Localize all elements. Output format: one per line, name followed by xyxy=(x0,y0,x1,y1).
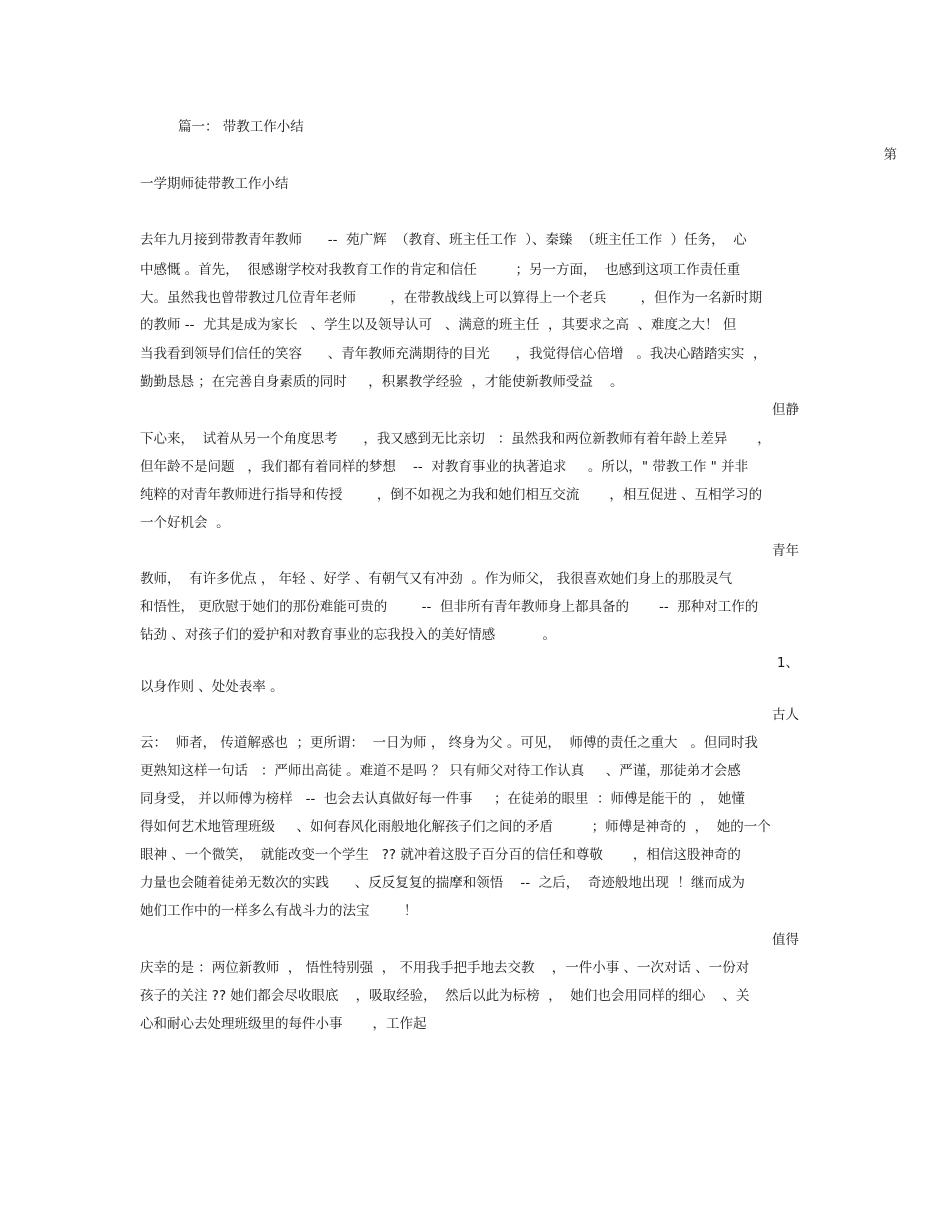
paragraph-line: 中感慨 。首先， 很感谢学校对我教育工作的肯定和信任 ；另一方面， 也感到这项工作责任重 xyxy=(140,262,741,278)
paragraph-line: 大。虽然我也曾带教过几位青年老师 ，在带教战线上可以算得上一个老兵 ，但作为一名新时期 xyxy=(140,290,763,306)
paragraph-line: 下心来， 试着从另一个角度思考 ，我又感到无比亲切 ：虽然我和两位新教师有着年龄上差异 ， xyxy=(140,431,771,447)
paragraph-line: 去年九月接到带教青年教师 -- 苑广辉 （教育、班主任工作 ）、秦臻 （班主任工作 ）任务， 心 xyxy=(140,232,747,248)
section-number: 1、 xyxy=(776,655,799,671)
paragraph-line: 但年龄不是问题 ，我们都有着同样的梦想 -- 对教育事业的执著追求 。所以，" 带教工作 " 并非 xyxy=(140,459,749,475)
paragraph-start: 但静 xyxy=(772,402,799,418)
paragraph-line: 同身受， 并以师傅为榜样 -- 也会去认真做好每一件事 ；在徒弟的眼里 ：师傅是能干的 ， 她懂 xyxy=(140,791,745,807)
heading-end: 一学期师徒带教工作小结 xyxy=(140,176,289,192)
paragraph-line: 她们工作中的一样多么有战斗力的法宝 ！ xyxy=(140,903,418,919)
paragraph-start: 值得 xyxy=(772,932,799,948)
paragraph-line: 得如何艺术地管理班级 、如何春风化雨般地化解孩子们之间的矛盾 ；师傅是神奇的 ， 她的一个 xyxy=(140,819,771,835)
paragraph-line: 纯粹的对青年教师进行指导和传授 ，倒不如视之为我和她们相互交流 ，相互促进 、互相学习的 xyxy=(140,487,763,503)
paragraph-line: 勤勤恳恳 ；在完善自身素质的同时 ，积累教学经验 ，才能使新教师受益 。 xyxy=(140,374,624,390)
paragraph-start: 青年 xyxy=(772,543,799,559)
paragraph-line: 和悟性， 更欣慰于她们的那份难能可贵的 -- 但非所有青年教师身上都具备的 -- 那种对工作的 xyxy=(140,599,759,615)
heading-start: 第 xyxy=(883,147,897,163)
paragraph-line: 教师， 有许多优点 ， 年轻 、好学 、有朝气又有冲劲 。作为师父， 我很喜欢她们身上的那股灵气 xyxy=(140,571,733,587)
paragraph-line: 孩子的关注 ?? 她们都会尽收眼底 ，吸取经验， 然后以此为标榜 ， 她们也会用同样的细心 、关 xyxy=(140,988,750,1004)
paragraph-line: 一个好机会 。 xyxy=(140,515,230,531)
paragraph-line: 庆幸的是 ：两位新教师 ， 悟性特别强 ， 不用我手把手地去交教 ，一件小事 、一次对话 、一份对 xyxy=(140,960,750,976)
paragraph-line: 的教师 -- 尤其是成为家长 、学生以及领导认可 、满意的班主任 ，其要求之高 、难度之大！ 但 xyxy=(140,317,737,333)
paragraph-line: 眼神 、一个微笑， 就能改变一个学生 ?? 就冲着这股子百分百的信任和尊敬 ，相信这股神奇的 xyxy=(140,847,741,863)
paragraph-line: 更熟知这样一句话 ：严师出高徒 。难道不是吗 ？ 只有师父对待工作认真 、严谨，那徒弟才会感 xyxy=(140,763,741,779)
paragraph-line: 力量也会随着徒弟无数次的实践 、反反复复的揣摩和领悟 -- 之后， 奇迹般地出现 ！继而成为 xyxy=(140,875,745,891)
paragraph-start: 古人 xyxy=(772,707,799,723)
section-title: 以身作则 、处处表率 。 xyxy=(140,679,284,695)
paragraph-line: 心和耐心去处理班级里的每件小事 ，工作起 xyxy=(140,1016,427,1032)
paragraph-line: 当我看到领导们信任的笑容 、青年教师充满期待的目光 ，我觉得信心倍增 。我决心踏踏实实 ， xyxy=(140,346,767,362)
document-title: 篇一： 带教工作小结 xyxy=(178,119,304,135)
paragraph-line: 钻劲 、对孩子们的爱护和对教育事业的忘我投入的美好情感 。 xyxy=(140,627,556,643)
paragraph-line: 云： 师者， 传道解惑也 ；更所谓： 一日为师 ， 终身为父 。可见， 师傅的责任之重大 。但同时我 xyxy=(140,735,758,751)
